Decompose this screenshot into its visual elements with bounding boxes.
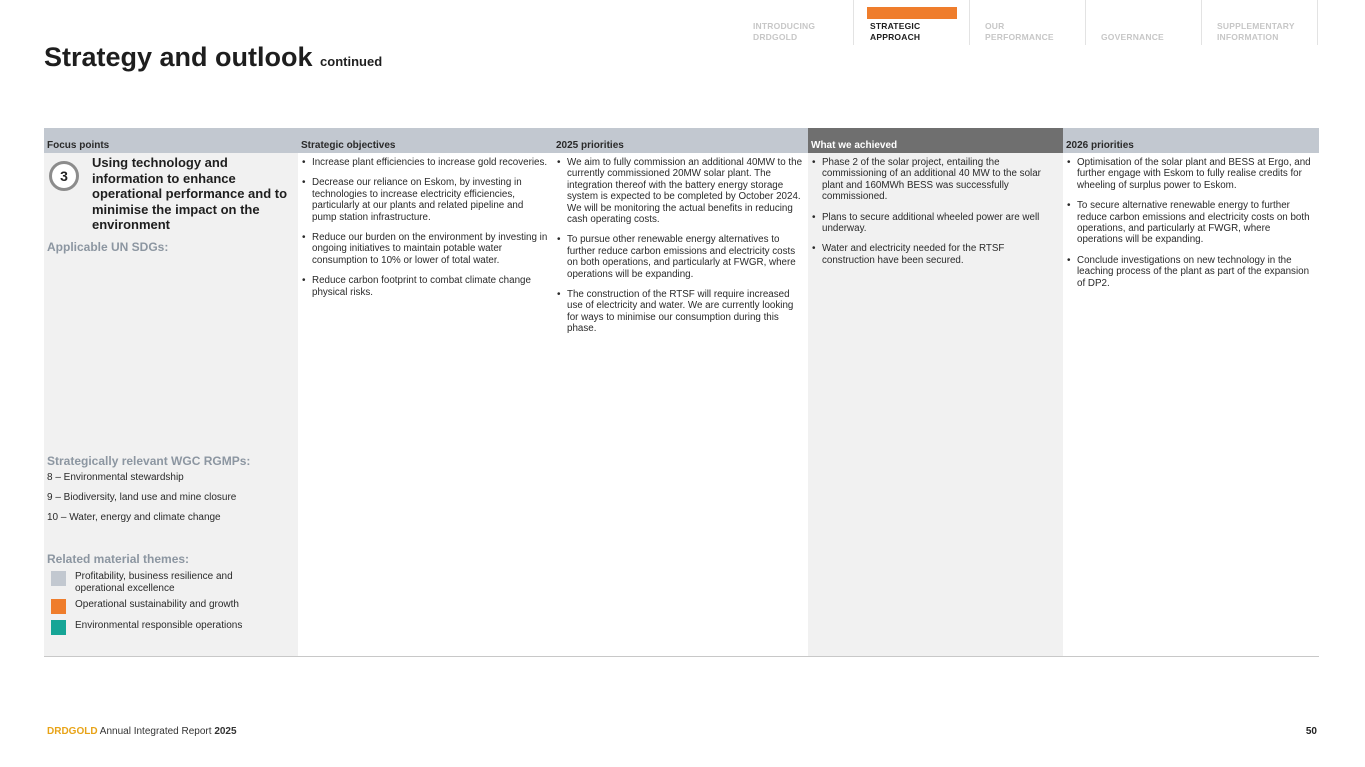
column-header: Focus points bbox=[44, 128, 298, 153]
footer bbox=[47, 726, 237, 737]
list-item: • Conclude investigations on new technology in the leaching process of the plant as part of the expansion of DP2. bbox=[1067, 255, 1315, 289]
theme-item bbox=[51, 571, 265, 594]
nav-tab-introducing[interactable] bbox=[738, 0, 854, 45]
column-header: 2025 priorities bbox=[553, 128, 808, 153]
list-item: • The construction of the RTSF will require increased use of electricity and water. We are currently looking for ways to minimise our consumption during this phase. bbox=[557, 289, 804, 335]
page-title-suffix: continued bbox=[320, 54, 383, 69]
column-body bbox=[298, 153, 553, 656]
column-header: Strategic objectives bbox=[298, 128, 553, 153]
column-body bbox=[1063, 153, 1319, 656]
nav-tab-label: INTRODUCING DRDGOLD bbox=[753, 21, 816, 42]
nav-tab-label: SUPPLEMENTARY INFORMATION bbox=[1217, 21, 1295, 42]
strategy-table bbox=[44, 128, 1319, 657]
list-item: • Reduce our burden on the environment by investing in ongoing initiatives to maintain potable water consumption to 10% or lower of total water. bbox=[302, 232, 549, 266]
focus-number-badge: 3 bbox=[49, 161, 79, 191]
column-body bbox=[553, 153, 808, 656]
theme-item bbox=[51, 620, 265, 635]
nav-tab-label: OUR PERFORMANCE bbox=[985, 21, 1054, 42]
footer-year: 2025 bbox=[214, 726, 237, 737]
list-item: • Decrease our reliance on Eskom, by investing in technologies to increase electricity efficiencies, particularly at our plants and related pipeline and pump station infrastructure. bbox=[302, 177, 549, 223]
column-what-we-achieved bbox=[808, 128, 1063, 656]
wgc-item: 8 – Environmental stewardship bbox=[47, 472, 184, 483]
list-item: • Water and electricity needed for the RTSF construction have been secured. bbox=[812, 243, 1059, 266]
theme-swatch-icon bbox=[51, 571, 66, 586]
list-item: • Plans to secure additional wheeled power are well underway. bbox=[812, 212, 1059, 235]
list-item: • Reduce carbon footprint to combat climate change physical risks. bbox=[302, 275, 549, 298]
section-nav bbox=[738, 0, 1322, 45]
page-number: 50 bbox=[1305, 726, 1317, 737]
nav-tab-strategic-approach[interactable] bbox=[854, 0, 970, 45]
sdgs-label: Applicable UN SDGs: bbox=[47, 240, 169, 254]
list-item: • Phase 2 of the solar project, entailing the commissioning of an additional 40 MW to the solar plant and 160MWh BESS was successfully commissioned. bbox=[812, 157, 1059, 203]
wgc-item: 9 – Biodiversity, land use and mine closure bbox=[47, 492, 237, 503]
list-item: • To secure alternative renewable energy to further reduce carbon emissions and electricity costs on both operations, and particularly at FWGR, where operations will be expanding. bbox=[1067, 200, 1315, 246]
active-tab-indicator bbox=[867, 7, 957, 19]
footer-brand: DRDGOLD bbox=[47, 726, 98, 737]
column-2026-priorities bbox=[1063, 128, 1319, 656]
nav-tab-our-performance[interactable] bbox=[970, 0, 1086, 45]
list-item: • Optimisation of the solar plant and BESS at Ergo, and further engage with Eskom to fully realise credits for wheeling of surplus power to Eskom. bbox=[1067, 157, 1315, 191]
column-2025-priorities bbox=[553, 128, 808, 656]
theme-swatch-icon bbox=[51, 620, 66, 635]
wgc-item: 10 – Water, energy and climate change bbox=[47, 512, 221, 523]
footer-report: Annual Integrated Report bbox=[97, 726, 215, 737]
nav-tab-governance[interactable] bbox=[1086, 0, 1202, 45]
theme-swatch-icon bbox=[51, 599, 66, 614]
theme-item bbox=[51, 599, 265, 614]
themes-label: Related material themes: bbox=[47, 552, 190, 566]
theme-label: Operational sustainability and growth bbox=[75, 599, 239, 610]
page-title bbox=[44, 42, 382, 73]
column-header: What we achieved bbox=[808, 128, 1063, 153]
column-focus-points bbox=[44, 128, 298, 656]
column-body bbox=[808, 153, 1063, 656]
column-header: 2026 priorities bbox=[1063, 128, 1319, 153]
page-title-text: Strategy and outlook bbox=[44, 42, 313, 72]
nav-tab-label: STRATEGIC APPROACH bbox=[870, 21, 921, 42]
wgc-label: Strategically relevant WGC RGMPs: bbox=[47, 454, 251, 468]
nav-tab-supplementary[interactable] bbox=[1202, 0, 1318, 45]
column-strategic-objectives bbox=[298, 128, 553, 656]
list-item: • We aim to fully commission an additional 40MW to the currently commissioned 20MW solar plant. The integration thereof with the battery energy storage system is expected to be completed by October 2024. We will be monitoring the actual benefits in reducing cash operating costs. bbox=[557, 157, 804, 225]
nav-tab-label: GOVERNANCE bbox=[1101, 32, 1164, 42]
theme-label: Environmental responsible operations bbox=[75, 620, 243, 631]
list-item: • To pursue other renewable energy alternatives to further reduce carbon emissions and electricity costs on both operations, and particularly at FWGR, where operations will be expanding. bbox=[557, 234, 804, 280]
column-body bbox=[44, 153, 298, 656]
theme-label: Profitability, business resilience and operational excellence bbox=[75, 571, 233, 594]
focus-title: Using technology and information to enhance operational performance and to minimise the impact on the environment bbox=[92, 155, 288, 232]
list-item: • Increase plant efficiencies to increase gold recoveries. bbox=[302, 157, 549, 168]
